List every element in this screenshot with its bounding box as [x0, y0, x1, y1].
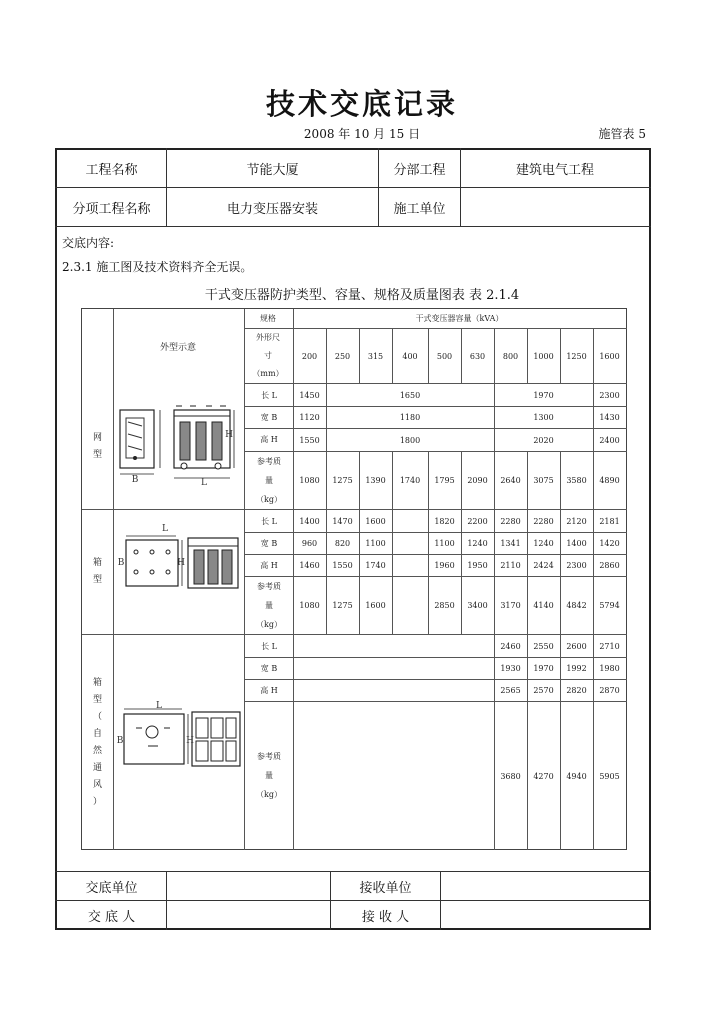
type3-type-char: （ [92, 711, 102, 722]
t1-width-value: 1430 [599, 413, 620, 422]
dims-line-1: 外形尺 [256, 332, 280, 342]
receiver-unit-label: 接收单位 [359, 880, 412, 896]
type3-type-char: 自 [92, 728, 102, 739]
t1-weight-value: 1390 [365, 476, 386, 485]
spec-header: 规格 [260, 314, 276, 323]
t2-length-label: 长 L [261, 516, 277, 526]
t2-weight-value: 3170 [500, 601, 521, 610]
contractor-label: 施工单位 [393, 201, 446, 217]
shape-column-header: 外型示意 [159, 342, 196, 353]
box-l-letter: L [162, 524, 168, 534]
t3-weight-label-line: 量 [265, 771, 273, 780]
division-value[interactable]: 建筑电气工程 [515, 163, 594, 178]
t2-length-value: 2181 [599, 516, 620, 526]
t3-height-value: 2870 [599, 686, 620, 695]
receiver-person-value[interactable] [441, 901, 649, 929]
dims-line-3: （mm） [252, 368, 284, 378]
t2-weight-value: 5794 [599, 601, 620, 610]
t2-length-value: 1400 [299, 516, 320, 526]
t3-weight-label [245, 701, 293, 850]
type2-type-label [82, 510, 113, 634]
t3-height-label: 高 H [260, 685, 278, 695]
t2-weight-value: 3400 [467, 601, 488, 610]
mesh-h-letter: H [225, 430, 233, 440]
type2-type-char: 型 [92, 575, 102, 585]
t3-weight-label-line: （kg） [256, 790, 282, 799]
t2-length-value: 2120 [566, 516, 587, 526]
t2-weight-value: 1080 [299, 601, 320, 610]
t2-weight-value: 1600 [365, 601, 386, 610]
t2-height-label: 高 H [260, 560, 278, 570]
t1-width-value: 1300 [533, 413, 554, 422]
t1-weight-label-line: （kg） [256, 494, 282, 504]
division-label: 分部工程 [393, 163, 446, 178]
handover-person-value[interactable] [167, 901, 330, 929]
receiver-person-label: 接 收 人 [361, 909, 410, 925]
t2-width-value: 1420 [599, 539, 620, 548]
t3-height-value: 2565 [500, 686, 521, 695]
capacity-315: 315 [367, 351, 384, 361]
t3-width-value: 1930 [500, 664, 521, 673]
t1-weight-value: 3075 [533, 476, 554, 485]
contractor-value[interactable] [461, 188, 649, 226]
t2-weight-value: 4140 [533, 601, 554, 610]
t3-height-value: 2570 [533, 686, 554, 695]
t1-length-value: 1450 [299, 390, 320, 400]
t2-weight-label-line: 量 [265, 600, 273, 610]
t3-weight-value: 4940 [566, 771, 587, 781]
t2-length-value: 2200 [467, 516, 488, 526]
t2-height-value: 2300 [566, 561, 587, 570]
project-name-value[interactable]: 节能大厦 [246, 163, 299, 178]
t1-height-label: 高 H [260, 435, 278, 444]
t3-height-value: 2820 [566, 686, 587, 695]
t3-weight-label-line: 参考质 [257, 752, 281, 761]
t3-width-value: 1980 [599, 664, 620, 673]
content-heading: 交底内容: [62, 236, 115, 250]
t3-width-value: 1992 [566, 664, 587, 673]
t3-weight-value: 5905 [599, 771, 620, 781]
t1-weight-value: 2090 [467, 476, 488, 485]
type3-type-label [82, 635, 113, 850]
t2-width-value: 1100 [365, 539, 386, 548]
t2-height-value: 2424 [533, 561, 554, 570]
t2-weight-value: 2850 [434, 601, 455, 610]
t2-width-label: 宽 B [260, 538, 278, 548]
t1-width-label: 宽 B [260, 412, 278, 422]
t2-length-value: 1820 [434, 516, 455, 526]
capacity-1250: 1250 [566, 351, 587, 361]
form-number: 施管表 5 [598, 127, 646, 141]
vent-h-letter: H [186, 736, 194, 746]
type1-type-label [82, 384, 113, 509]
t3-length-label: 长 L [261, 641, 277, 651]
capacity-200: 200 [301, 351, 318, 361]
mesh-l-letter: L [201, 478, 207, 488]
t2-weight-value: 1275 [332, 601, 353, 610]
t2-weight-label [245, 576, 293, 634]
t1-height-value: 2020 [533, 435, 554, 445]
t1-weight-value: 1795 [434, 476, 455, 485]
handover-unit-value[interactable] [167, 872, 330, 900]
type1-type-char: 型 [92, 449, 102, 460]
t1-weight-value: 1080 [299, 476, 320, 485]
t2-height-value: 1550 [332, 561, 353, 570]
t2-width-value: 1100 [434, 539, 455, 548]
type3-type-char: 风 [92, 779, 102, 790]
t2-width-value: 1400 [566, 539, 587, 548]
capacity-800: 800 [502, 351, 519, 361]
dims-line-2: 寸 [264, 350, 272, 360]
t3-width-value: 1970 [533, 664, 554, 673]
t1-height-value: 1800 [399, 435, 421, 445]
t1-weight-value: 1275 [332, 476, 353, 485]
table-caption: 干式变压器防护类型、容量、规格及质量图表 表 2.1.4 [204, 288, 520, 303]
t3-length-value: 2600 [566, 641, 587, 651]
t2-weight-value: 4842 [566, 601, 587, 610]
t1-width-value: 1180 [399, 413, 421, 422]
box-b-letter: B [117, 558, 125, 568]
t2-width-value: 1240 [467, 539, 488, 548]
capacity-630: 630 [469, 351, 486, 361]
content-line-1: 2.3.1 施工图及技术资料齐全无误。 [62, 260, 253, 274]
t2-weight-label-line: 参考质 [257, 581, 281, 591]
t1-weight-value: 2640 [500, 476, 521, 485]
t2-width-value: 820 [334, 539, 351, 548]
t1-length-label: 长 L [261, 390, 277, 400]
t2-height-value: 2110 [500, 561, 521, 570]
t2-height-value: 1740 [365, 561, 386, 570]
subitem-label: 分项工程名称 [72, 201, 151, 217]
capacity-header: 干式变压器容量（kVA） [415, 314, 504, 323]
t2-height-value [392, 555, 428, 576]
capacity-400: 400 [402, 351, 418, 361]
subitem-value[interactable]: 电力变压器安装 [226, 201, 318, 217]
t3-weight-value: 4270 [533, 771, 554, 781]
t1-length-value: 1650 [399, 390, 421, 400]
t2-length-value: 1600 [365, 516, 386, 526]
t1-weight-value: 4890 [599, 476, 620, 485]
type1-type-char: 网 [92, 432, 102, 443]
receiver-unit-value[interactable] [441, 872, 649, 900]
t2-height-value: 1460 [299, 561, 320, 570]
t2-width-value: 1341 [500, 539, 521, 548]
t2-length-value: 1470 [332, 516, 353, 526]
t3-weight-value: 3680 [500, 771, 521, 781]
capacity-500: 500 [436, 351, 453, 361]
t2-length-value [392, 510, 428, 532]
t2-length-value: 2280 [500, 516, 521, 526]
capacity-1000: 1000 [533, 351, 554, 361]
type2-type-char: 箱 [92, 558, 102, 568]
capacity-250: 250 [334, 351, 351, 361]
project-name-label: 工程名称 [85, 163, 138, 178]
t1-height-value: 1550 [299, 435, 320, 445]
t1-length-value: 2300 [599, 390, 620, 400]
t3-length-value: 2460 [500, 641, 521, 651]
t1-weight-value: 1740 [399, 476, 421, 485]
t2-height-value: 1960 [434, 561, 455, 570]
t2-height-value: 1950 [467, 561, 488, 570]
type3-type-char: 通 [92, 762, 102, 773]
box-natural-vent-diagram [114, 706, 242, 770]
t2-weight-value [392, 577, 428, 634]
capacity-1600: 1600 [599, 351, 620, 361]
t2-width-value: 960 [301, 539, 318, 548]
handover-person-label: 交 底 人 [87, 909, 136, 925]
t3-width-label: 宽 B [260, 663, 278, 673]
t1-height-value: 2400 [599, 435, 620, 445]
vent-b-letter: B [116, 736, 124, 746]
t1-weight-value: 3580 [566, 476, 587, 485]
type3-type-char: 箱 [92, 677, 102, 688]
vent-l-letter: L [156, 701, 162, 711]
type3-type-char: ） [92, 796, 102, 807]
t2-height-value: 2860 [599, 561, 620, 570]
handover-unit-label: 交底单位 [85, 880, 138, 896]
t2-width-value: 1240 [533, 539, 554, 548]
t2-width-value [392, 533, 428, 554]
type3-type-char: 然 [92, 745, 102, 756]
t1-length-value: 1970 [533, 390, 554, 400]
t1-weight-label-line: 参考质 [257, 456, 281, 466]
type3-type-char: 型 [92, 694, 102, 705]
t3-length-value: 2550 [533, 641, 554, 651]
page-title: 技术交底记录 [265, 87, 458, 121]
record-date: 2008 年 10 月 15 日 [303, 127, 421, 141]
t2-weight-label-line: （kg） [256, 619, 282, 629]
box-h-letter: H [177, 558, 185, 568]
t3-length-value: 2710 [599, 641, 620, 651]
t1-width-value: 1120 [299, 413, 320, 422]
t1-weight-label-line: 量 [265, 475, 273, 485]
dims-header [244, 328, 292, 383]
t1-weight-label [245, 451, 293, 509]
mesh-b-letter: B [131, 475, 139, 485]
t2-length-value: 2280 [533, 516, 554, 526]
